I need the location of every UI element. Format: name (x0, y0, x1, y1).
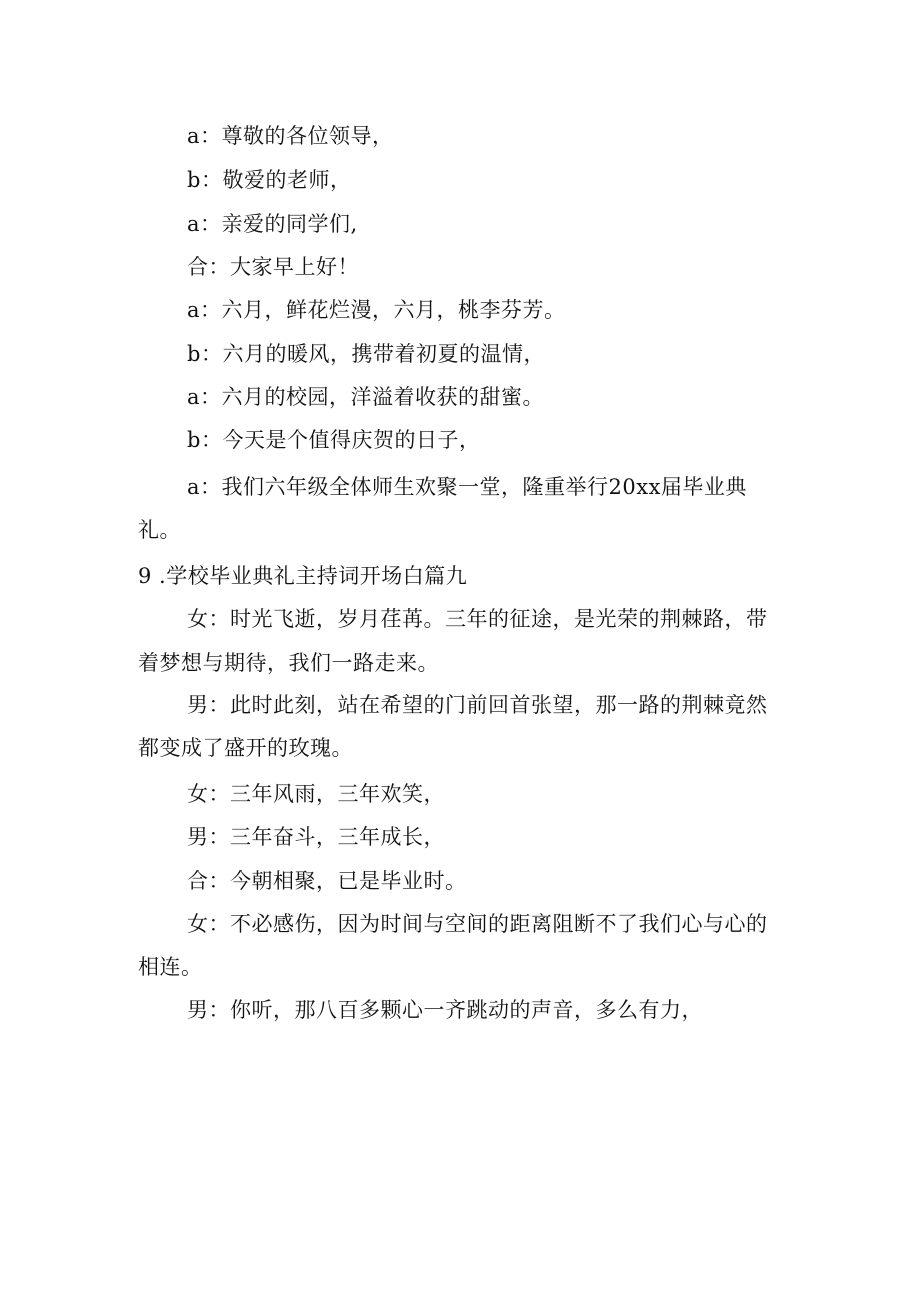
text-line: a：亲爱的同学们, (187, 212, 358, 236)
text-line: 礼。 (138, 518, 181, 542)
text-line: a：六月的校园，洋溢着收获的甜蜜。 (187, 385, 545, 409)
text-line: b：今天是个值得庆贺的日子， (187, 428, 481, 452)
text-line: a：六月，鲜花烂漫，六月，桃李芬芳。 (187, 298, 566, 322)
text-line: 女：三年风雨，三年欢笑， (187, 782, 445, 806)
text-line: 合：大家早上好！ (187, 255, 359, 279)
text-line: 男：此时此刻，站在希望的门前回首张望，那一路的荆棘竟然 (187, 693, 768, 717)
text-line: 男：三年奋斗，三年成长， (187, 825, 445, 849)
text-line: 着梦想与期待，我们一路走来。 (138, 651, 439, 675)
text-line: a：尊敬的各位领导， (187, 124, 394, 148)
text-line: 相连。 (138, 955, 203, 979)
text-line: 合：今朝相聚，已是毕业时。 (187, 869, 467, 893)
text-line: b：六月的暖风，携带着初夏的温情， (187, 342, 545, 366)
text-line: 女：不必感伤，因为时间与空间的距离阻断不了我们心与心的 (187, 912, 768, 936)
text-line: a：我们六年级全体师生欢聚一堂，隆重举行20xx届毕业典 (187, 475, 747, 499)
text-line: 男：你听，那八百多颗心一齐跳动的声音，多么有力， (187, 998, 703, 1022)
text-line: b：敬爱的老师， (187, 168, 352, 192)
text-line: 女：时光飞逝，岁月荏苒。三年的征途，是光荣的荆棘路，带 (187, 607, 768, 631)
section-heading: 9 .学校毕业典礼主持词开场白篇九 (138, 564, 468, 588)
text-line: 都变成了盛开的玫瑰。 (138, 736, 353, 760)
